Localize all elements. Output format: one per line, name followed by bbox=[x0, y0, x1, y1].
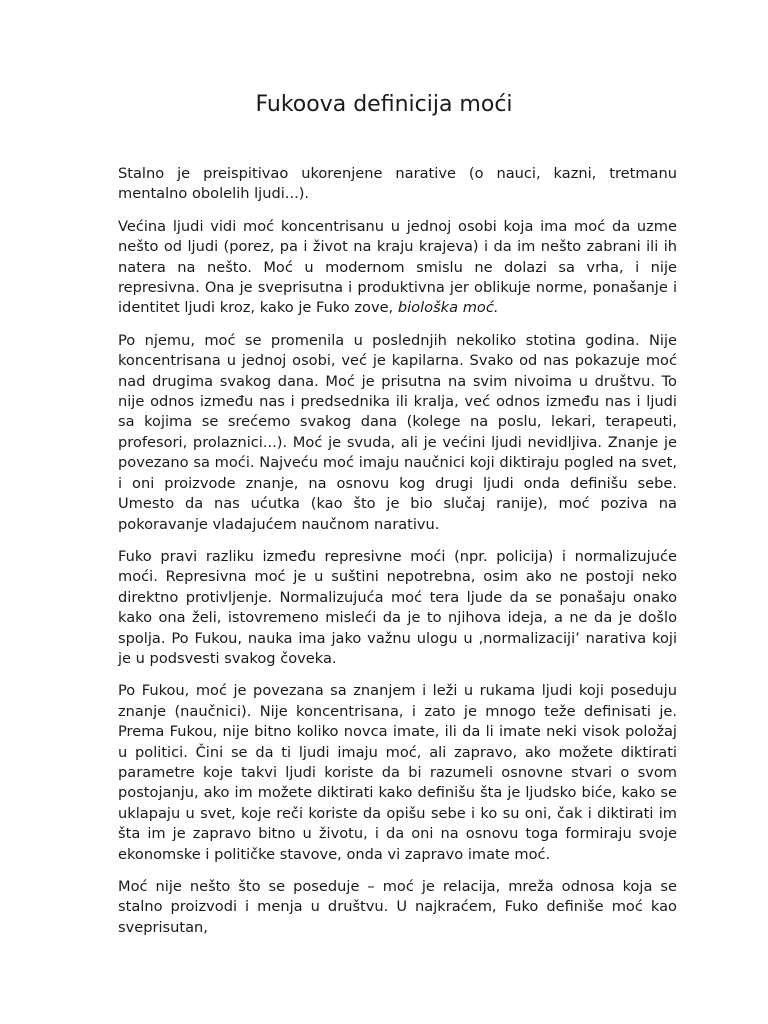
paragraph-2-text: Većina ljudi vidi moć koncentrisanu u jednoj osobi koja ima moć da uzme nešto od ljudi (porez, pa i život na kraju krajeva) i da im nešto zabrani ili ih natera na nešto. Moć u modernom smislu ne dolazi sa vrha, i nije represivna. Ona je sveprisutna i produktivna jer oblikuje norme, ponašanje i identitet ljudi kroz, kako je Fuko zove, bbox=[118, 217, 677, 317]
paragraph-4-text: Fuko pravi razliku između represivne moći (npr. policija) i normalizujuće moći. Represivna moć je u suštini nepotrebna, osim ako ne postoji neko direktno protivljenje. Normalizujuća moć tera ljude da se ponašaju onako kako ona želi, istovremeno misleći da je to njihova ideja, a ne da je došlo spolja. Po Fukou, nauka ima jako važnu ulogu u ‚normalizaciji’ narativa koji je u podsvesti svakog čoveka. bbox=[118, 547, 677, 667]
paragraph-1 bbox=[118, 164, 677, 205]
paragraph-5-text: Po Fukou, moć je povezana sa znanjem i leži u rukama ljudi koji poseduju znanje (naučnici). Nije koncentrisana, i zato je mnogo teže definisati je. Prema Fukou, nije bitno koliko novca imate, ili da li imate neki visok položaj u politici. Čini se da ti ljudi imaju moć, ali zapravo, ako možete diktirati parametre koje takvi ljudi koriste da bi razumeli osnovne stvari o svom postojanju, ako im možete diktirati kako definišu šta je ljudsko biće, kako se uklapaju u svet, koje reči koriste da opišu sebe i ko su oni, čak i diktirati im šta im je zapravo bitno u životu, i da oni na osnovu toga formiraju svoje ekonomske i političke stavove, onda vi zapravo imate moć. bbox=[118, 682, 677, 863]
paragraph-1-text: Stalno je preispitivao ukorenjene narative (o nauci, kazni, tretmanu mentalno obolelih ljudi...). bbox=[118, 165, 677, 203]
paragraph-2-emphasis: biološka moć. bbox=[397, 299, 499, 317]
paragraph-6-text: Moć nije nešto što se poseduje – moć je relacija, mreža odnosa koja se stalno proizvodi i menja u društvu. U najkraćem, Fuko definiše moć kao sveprisutan, bbox=[118, 878, 677, 936]
paragraph-3 bbox=[118, 331, 677, 535]
document-body bbox=[118, 164, 677, 950]
paragraph-6 bbox=[118, 877, 677, 938]
paragraph-3-text: Po njemu, moć se promenila u poslednjih nekoliko stotina godina. Nije koncentrisana u jednoj osobi, već je kapilarna. Svako od nas pokazuje moć nad drugima svakog dana. Moć je prisutna na svim nivoima u društvu. To nije odnos između nas i predsednika ili kralja, već odnos između nas i ljudi sa kojima se srećemo svakog dana (kolege na poslu, lekari, terapeuti, profesori, prolaznici...). Moć je svuda, ali je većini ljudi nevidljiva. Znanje je povezano sa moći. Najveću moć imaju naučnici koji diktiraju pogled na svet, i oni proizvode znanje, na osnovu kog drugi ljudi onda definišu sebe. Umesto da nas ućutka (kao što je bio slučaj ranije), moć poziva na pokoravanje vladajućem naučnom narativu. bbox=[118, 331, 677, 533]
paragraph-2 bbox=[118, 217, 677, 319]
paragraph-4 bbox=[118, 547, 677, 669]
document-title: Fukoova definicija moći bbox=[255, 92, 513, 117]
paragraph-5 bbox=[118, 681, 677, 865]
